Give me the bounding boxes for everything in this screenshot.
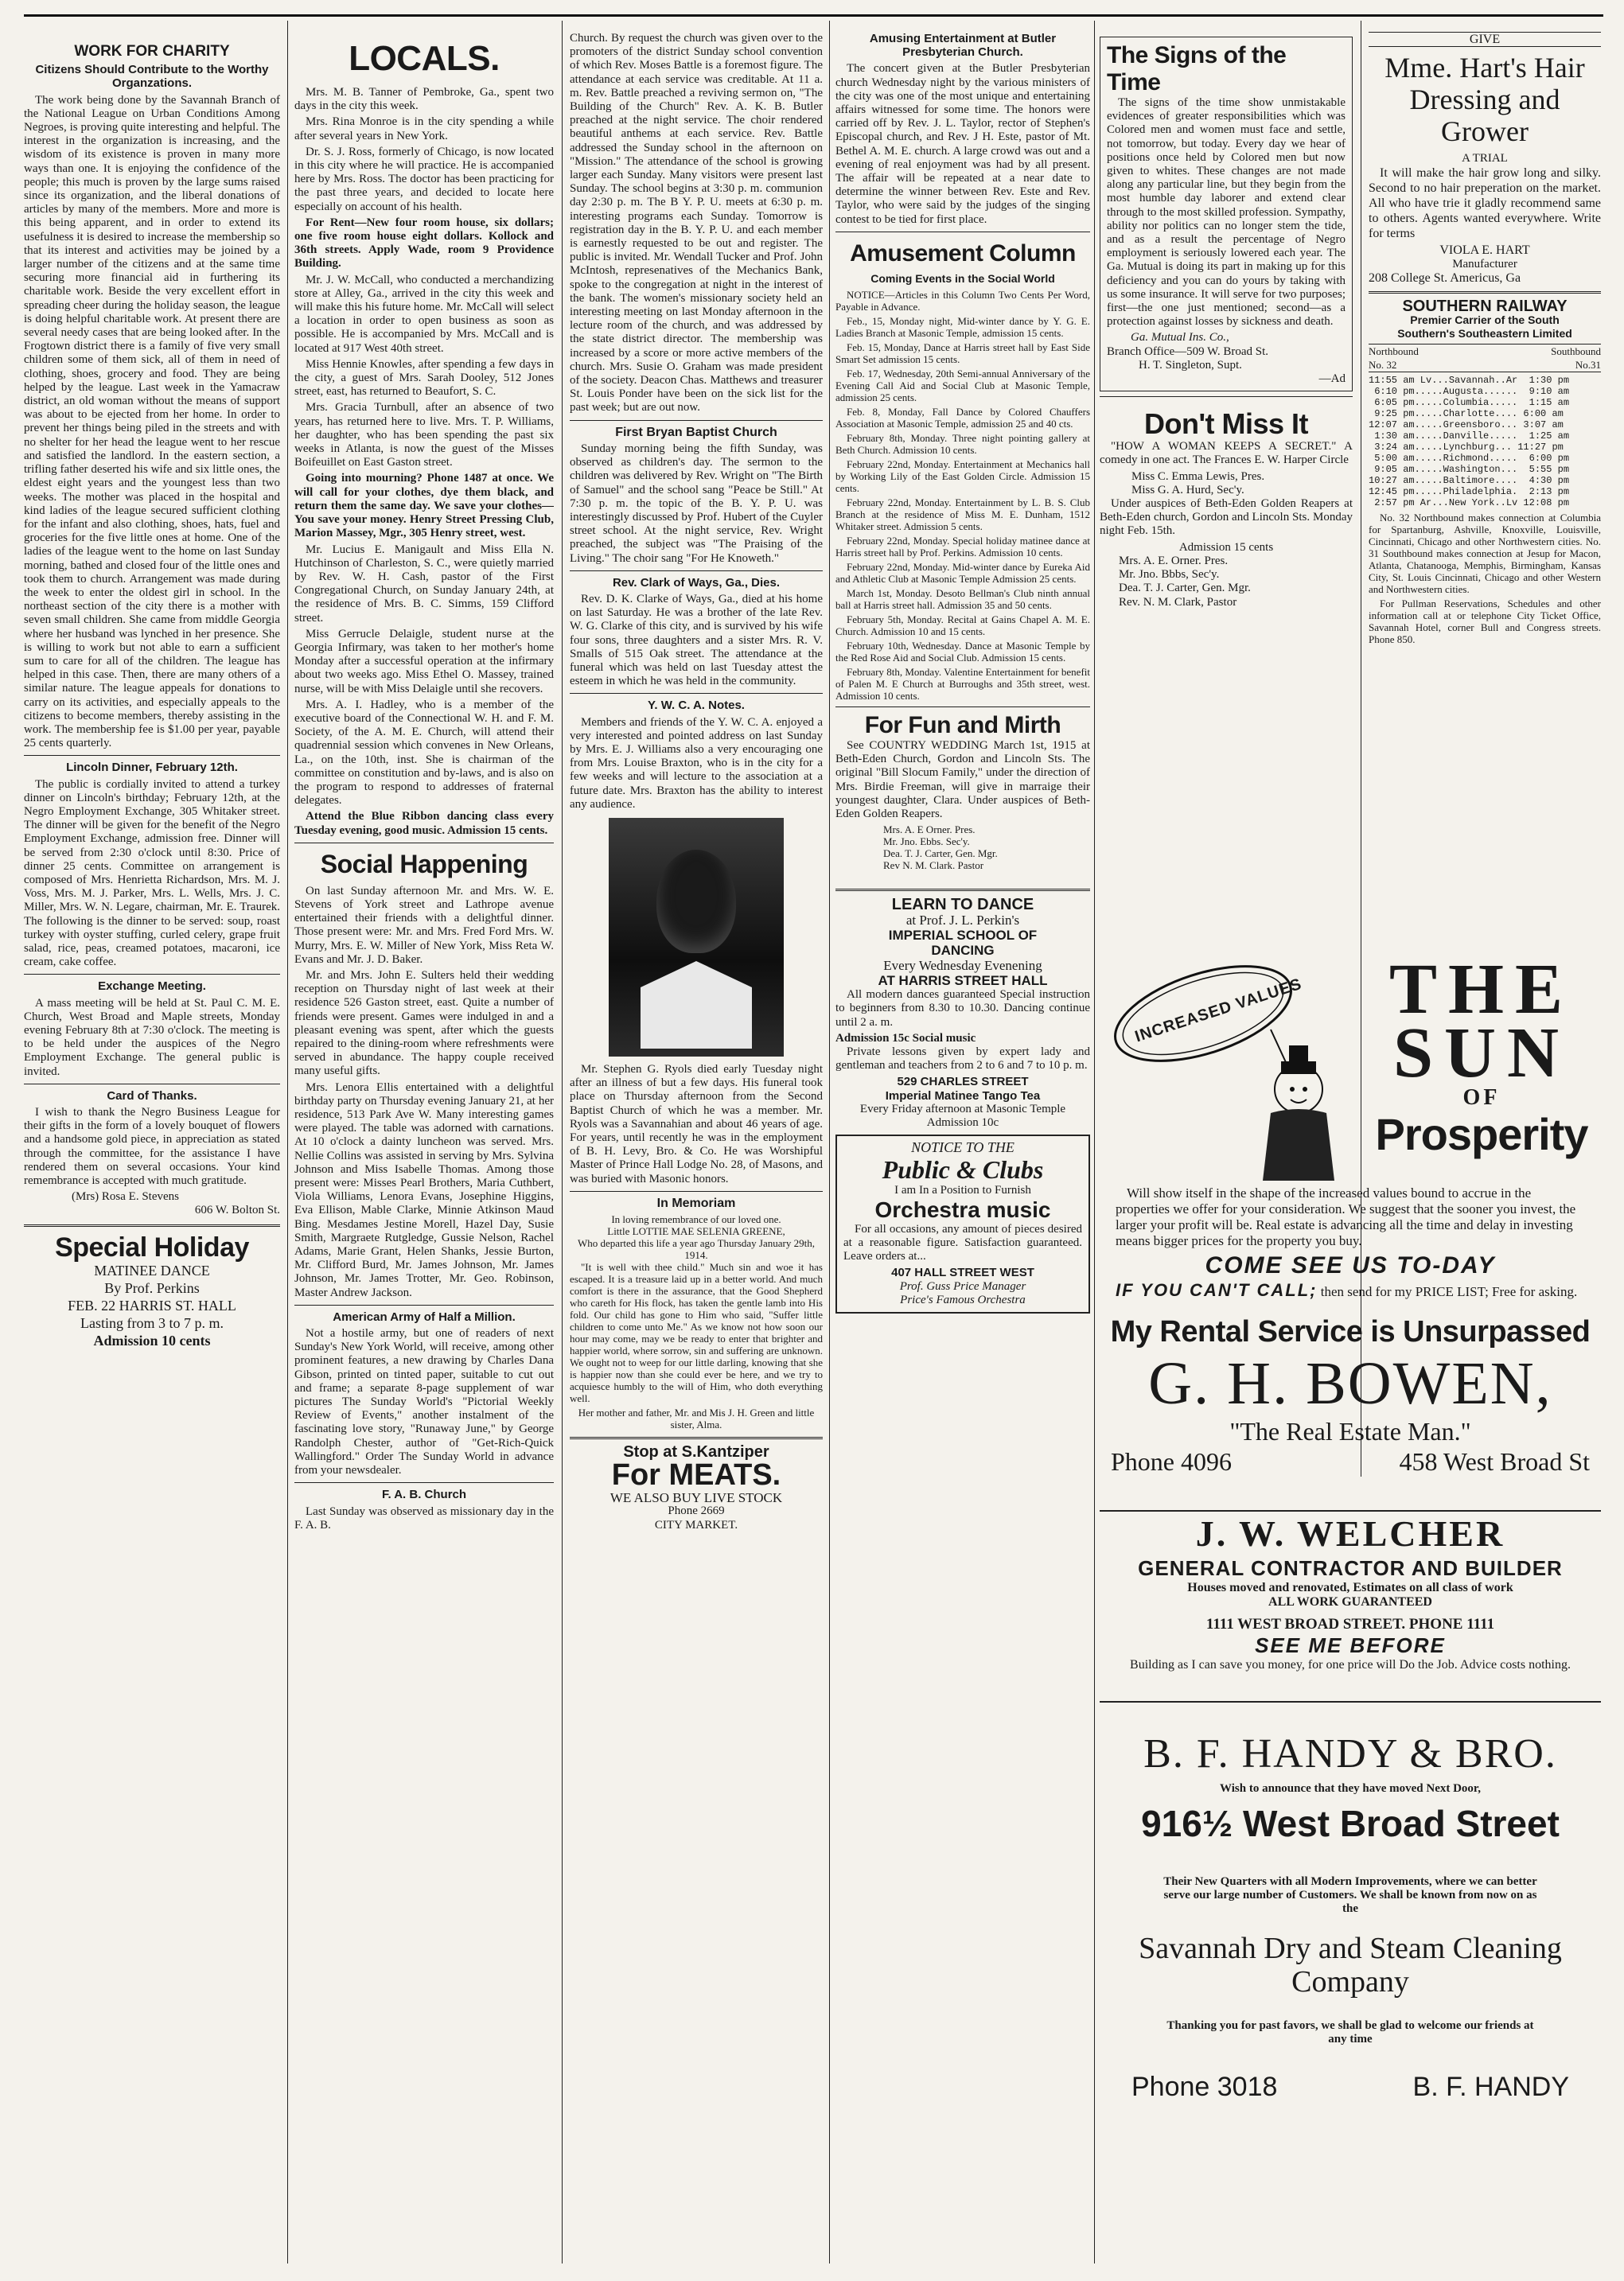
thanks-signature: (Mrs) Rosa E. Stevens [72, 1190, 179, 1204]
divider [835, 706, 1090, 707]
amusement-item: February 10th, Wednesday. Dance at Masonic Temple by the Red Rose Aid and Social Club. Admission 15 cents. [835, 640, 1090, 664]
column-5 [1100, 32, 1353, 939]
memoriam-body: "It is well with thee child." Much sin and woe it has escaped. It is a treasure laid up in a better world. And much comfort is there in the assurance, that the Good Shepherd who careth for His flock, has taken the gentle lamb into His fold. Our child has gone to Him who said, "Suffer little children to come unto Me." As we know not how soon our hour may come, may we be ready to enter that brighter and happier world, where sorrow, sin and suffering are unknown. We ought not to weep for our little darling, knowing that she is happier now than she could ever be here, and we try to acquiesce humbly to the will of Him, who doth everything well. [570, 1261, 823, 1404]
hart-manufacturer: Manufacturer [1452, 257, 1517, 271]
amusement-item: February 5th, Monday. Recital at Gains Chapel A. M. E. Church. Admission 10 and 15 cents. [835, 613, 1090, 638]
social-item: Mrs. Lenora Ellis entertained with a delightful birthday party on Thursday evening January 21, at her residence, 513 Park Ave W. Many interesting games were played. The table was adorned with carnations. At 10 o'clock a dainty luncheon was served. Mrs. Nellie Collins was assisted in serving by Mrs. Sylvina Johnson and Miss Isabelle Thomas. Among those present were: Misses Pearl Brothers, Maria Cuthbert, Viola Williams, Lenora Evans, Josephine Higgins, Eva Ellison, Mable Clarke, Minnie Atkinson Maud Bing. Mesdames Jestine Morell, Hazel Day, Susie Smith, Margraete Rutgledge, Gussie Nelson, Rachel Adams, Marie Grant, Helen Shanks, Jessie Burton, Mr. Clifford Burd, Mr. James Johnson, Mr. James Johnson, Mr. James Trotter, Mr. Geo. Robinson, Master Andrew Jackson. [294, 1080, 554, 1299]
locals-item: Going into mourning? Phone 1487 at once. We will call for your clothes, dye them black, and return them the same day. We save your clothes—You save your money. Henry Street Pressing Club, Marion Massey, Mgr., 305 Henry street, west. [294, 472, 554, 540]
card-of-thanks-title: Card of Thanks. [107, 1088, 197, 1103]
kantziper-ad [570, 1443, 823, 1532]
divider [835, 889, 1090, 891]
welcher-ad [1100, 1510, 1601, 1695]
butler-title: Amusing Entertainment at Butler Presbyterian Church. [869, 32, 1057, 60]
sun-prosperity: Prosperity [1375, 1109, 1588, 1159]
divider [1369, 291, 1601, 294]
dance-line: AT HARRIS STREET HALL [878, 973, 1048, 989]
signs-supt: H. T. Singleton, Supt. [1139, 358, 1242, 372]
railway-schedule-row: 9:25 pm.....Charlotte.... 6:00 am [1369, 408, 1564, 420]
amusement-item: February 8th, Monday. Valentine Entertainment for benefit of Palen M. E Church at Burroughs and 35th street, west. Admission 10 cents. [835, 666, 1090, 703]
bowen-address: 458 West Broad St [1399, 1447, 1590, 1476]
fun-mirth-title: For Fun and Mirth [864, 712, 1061, 739]
sun-of: OF [1462, 1085, 1501, 1110]
work-charity-subtitle: Citizens Should Contribute to the Worthy Organzations. [35, 63, 269, 91]
railway-northbound: Northbound No. 32 [1369, 344, 1419, 371]
clubs-title: Public & Clubs [882, 1154, 1044, 1184]
lincoln-dinner-title: Lincoln Dinner, February 12th. [66, 761, 238, 775]
divider [24, 974, 280, 975]
signs-ad-mark: —Ad [1318, 372, 1346, 386]
locals-item: Miss Gerrucle Delaigle, student nurse at the Georgia Infirmary, was taken to her mother's home Monday after a successful operation at the infirmary about two weeks ago. Miss Ethel O. Massey, trained nurse, will be with Miss Delaigle until she recovers. [294, 627, 554, 695]
fun-mirth-signature: Mrs. A. E Orner. Pres. [883, 823, 976, 836]
hart-title: Mme. Hart's Hair Dressing and Grower [1384, 52, 1585, 148]
army-title: American Army of Half a Million. [333, 1310, 516, 1324]
holiday-line: MATINEE DANCE [94, 1262, 210, 1279]
bowen-tagline: "The Real Estate Man." [1229, 1417, 1471, 1446]
ywca-title: Y. W. C. A. Notes. [648, 699, 745, 713]
dance-tango: Imperial Matinee Tango Tea [885, 1088, 1041, 1103]
dance-body2: Private lessons given by expert lady and gentleman and teachers from 2 to 6 and 7 to 10 p. m. [835, 1045, 1090, 1072]
railway-schedule-row: 1:30 am.....Danville..... 1:25 am [1369, 430, 1570, 442]
dont-miss-line: Miss C. Emma Lewis, Pres. [1131, 469, 1265, 483]
hart-trial: A TRIAL [1462, 152, 1508, 165]
social-item: On last Sunday afternoon Mr. and Mrs. W. E. Stevens of York street and Lathrope avenue entertained their friends with a delightful dinner. Those present were: Mr. and Mrs. Fred Ford Mrs. W. Murry, Mrs. E. W. Miller of New York, Miss Reta W. Evans and Mr. J. D. Baker. [294, 884, 554, 966]
social-happening-title: Social Happening [320, 849, 528, 878]
locals-item: Mrs. Gracia Turnbull, after an absence of two years, has returned here to live. Mrs. T. P. Williams, her daughter, who has been spending the past six weeks in Atlanta, is now the guest of the Misses Boifeuillet on East Gaston street. [294, 401, 554, 469]
hart-give: GIVE [1369, 32, 1601, 47]
portrait-collar [641, 961, 752, 1049]
clubs-orchestra-name: Price's Famous Orchestra [900, 1293, 1026, 1306]
work-charity-body: The work being done by the Savannah Branch of the National League on Urban Conditions Among Negroes, is proving quite interesting and helpful. The interest in the organization is increasing, and the wisdom of its existence is proven in many more ways than one. It is enjoying the confidence of the people; this much is proven by the large sums raised since its organization, and the liberal donations of articles by many of the members. More and more is this being apparent, and in order to extend its usefulness it is desired to increase the membership so that its interest and activities may be joined by a larger number of the citizens and at the same time securing more financial aid in furthering its charitable work. Beside the very excellent effort in spreading cheer during the holiday season, the league is doing helpful charitable work. At present there are several needy cases that are being looked after. In the Frogtown district there is a family of five very small children some of them sick, all of them in need of clothing, shoes, grocery and food. They are being helped by the league. Last week in the Yamacraw district, an old woman without the means of support was about to be ejected from her home. In order to prevent her things being piled in the streets and with no shelter for her head the league went to her rescue and satisfied the landlord. In the eastern section, a trifling father deserted his wife and six little ones, the eldest eight years and the youngest less than two weeks. The mother was placed in the hospital and kind ladies of the league secured sufficient clothing for the infant and also clothing, shoes, hats, fuel and groceries for the five little ones at home. One of the ladies of the league went to the home on last Sunday morning, bathed and closed four of the little ones and took them to church. Arrangement was made during the week to enter the oldest girl in school. In the northeast section of the city there is a mother with seven small children. She came from middle Georgia where her husband was lynched in her presence. She is willing to work but not able to earn a sufficient sum to care for all of the children. The league has helped in this case. Then, there are many others of a similar nature. The league appeals for donations to carry on its activities, and especially appeals to the citizens to become members, thereby assisting in the work. The membership fee is $1.00 per year, payable 25 cents quarterly. [24, 93, 280, 750]
dance-admission: Admission 15c Social music [835, 1031, 976, 1045]
sun-prosperity-ad [1100, 937, 1601, 1494]
clubs-notice: NOTICE TO THE [911, 1139, 1015, 1156]
fab-church-body: Last Sunday was observed as missionary day in the F. A. B. [294, 1504, 554, 1532]
amusement-item: Feb. 15, Monday, Dance at Harris street hall by East Side Smart Set admission 15 cents. [835, 341, 1090, 366]
kantziper-line: WE ALSO BUY LIVE STOCK [609, 1490, 783, 1506]
hart-name: VIOLA E. HART [1439, 243, 1530, 258]
amusement-notice: NOTICE—Articles in this Column Two Cents Per Word, Payable in Advance. [835, 289, 1090, 313]
dance-address: 529 CHARLES STREET [897, 1075, 1029, 1089]
bowen-name: G. H. BOWEN, [1148, 1350, 1552, 1417]
fun-mirth-signature: Dea. T. J. Carter, Gen. Mgr. [883, 847, 998, 860]
amusement-item: Feb., 15, Monday night, Mid-winter dance by Y. G. E. Ladies Branch at Masonic Temple, admission 15 cents. [835, 315, 1090, 340]
dance-tango2: Every Friday afternoon at Masonic Temple Admission 10c [859, 1102, 1066, 1130]
sun-sun: SUN [1392, 1014, 1571, 1092]
railway-schedule-row: 9:05 am.....Washington... 5:55 pm [1369, 464, 1570, 476]
divider [570, 570, 823, 571]
column-2 [294, 32, 554, 2262]
portrait-photo [609, 818, 784, 1057]
amusement-item: Feb. 17, Wednesday, 20th Semi-annual Anniversary of the Evening Call Aid and Social Club at Masonic Temple, admission 25 cents. [835, 368, 1090, 404]
dont-miss-signature: Dea. T. J. Carter, Gen. Mgr. [1119, 582, 1251, 595]
butler-body: The concert given at the Butler Presbyterian church Wednesday night by the various ministers of the city was one of the most unique and entertaining affairs witnessed for some time. The honors were carried off by Rev. J. L. Taylor, rector of Stephen's Episcopal church, and Rev. J H. Este, pastor of Mt. Bethel A. M. E. church. A large crowd was out and a evening of real enjoyment was had by all present. The affair will be repeated at a near date to determine the winner between Rev. Este and Rev. Taylor, who were said by the judges of the singing contest to be tied for first place. [835, 62, 1090, 226]
handy-phone: Phone 3018 [1131, 2072, 1278, 2102]
railway-body: No. 32 Northbound makes connection at Columbia for Spartanburg, Ashville, Knoxville, Louisville, Cincinnati, Chicago and other Northwestern cities. No. 31 Southbound makes connection at Jesup for Macon, Atlanta, Chatanooga, Memphis, Birmingham, Kansas City, St. Louis Cincinnati, Chicago and other Western and Northwestern cities. [1369, 512, 1601, 596]
welcher-name: J. W. WELCHER [1195, 1513, 1505, 1554]
sun-body: Will show itself in the shape of the increased values bound to accrue in the properties we offer for your consideration. We suggest that the sooner you invest, the larger your profit will be. Real estate is advancing all the time and delay in investing means bigger prices for the property you buy. [1116, 1185, 1576, 1248]
memoriam-name: Little LOTTIE MAE SELENIA GREENE, [607, 1225, 785, 1237]
railway-schedule-row: 12:45 pm.....Philadelphia. 2:13 pm [1369, 486, 1570, 498]
dont-miss-signature: Mr. Jno. Bbbs, Sec'y. [1119, 568, 1220, 582]
handy-body: Their New Quarters with all Modern Improvements, where we can better serve our large number of Customers. We shall be known from now on as the [1163, 1875, 1537, 1915]
handy-name: B. F. HANDY & BRO. [1143, 1731, 1557, 1777]
locals-item: Dr. S. J. Ross, formerly of Chicago, is now located in this city where he will practice. He is accompanied here by Mrs. Ross. The doctor has been practicing for the past three years, and decided to locate here especially on account of his health. [294, 145, 554, 213]
column-6 [1369, 32, 1601, 939]
handy-ad [1100, 1701, 1601, 2267]
welcher-line2: ALL WORK GUARANTEED [1268, 1595, 1432, 1609]
welcher-line1: Houses moved and renovated, Estimates on all class of work [1187, 1581, 1513, 1594]
railway-schedule-row: 12:07 am.....Greensboro... 3:07 am [1369, 419, 1564, 431]
top-rule [24, 14, 1603, 17]
signs-branch: Branch Office—509 W. Broad St. [1107, 344, 1269, 358]
fun-mirth-signature: Rev N. M. Clark. Pastor [883, 859, 984, 872]
divider [570, 1437, 823, 1439]
amusement-item: March 1st, Monday. Desoto Bellman's Club ninth annual ball at Harris street hall. Admission 35 and 50 cents. [835, 587, 1090, 612]
railway-subtitle2: Southern's Southeastern Limited [1397, 327, 1572, 341]
bowen-phone: Phone 4096 [1111, 1447, 1232, 1476]
holiday-line: By Prof. Perkins [104, 1279, 200, 1296]
dance-body: All modern dances guaranteed Special instruction to beginners from 8.30 to 10.30. Dancing continue until 2 a. m. [835, 988, 1090, 1029]
railway-schedule-row: 6:05 pm.....Columbia..... 1:15 am [1369, 397, 1570, 409]
balloon-label: INCREASED VALUES [1132, 975, 1304, 1046]
dont-miss-body: "HOW A WOMAN KEEPS A SECRET." A comedy in one act. The Frances E. W. Harper Circle [1100, 440, 1353, 467]
clubs-position: I am In a Position to Furnish [894, 1183, 1031, 1197]
exchange-meeting-title: Exchange Meeting. [98, 979, 206, 994]
railway-schedule-row: 11:55 am Lv...Savannah..Ar 1:30 pm [1369, 375, 1570, 387]
divider [1100, 396, 1353, 397]
portrait-face [656, 850, 736, 953]
holiday-line: Lasting from 3 to 7 p. m. [80, 1314, 224, 1331]
amusement-subtitle: Coming Events in the Social World [870, 271, 1055, 285]
thanks-address: 606 W. Bolton St. [194, 1204, 280, 1217]
fun-mirth-signature: Mr. Jno. Ebbs. Sec'y. [883, 835, 970, 848]
cartoon-illustration [1100, 942, 1601, 1181]
locals-item: Mrs. A. I. Hadley, who is a member of the executive board of the Connectional W. H. and F. M. Society, of the A. M. E. Church, will attend their quadrennial session which convenes in New Orleans, La., on the 10th, inst. She is chairman of the committee on constitution and by-laws, and is also on the program to respond to addresses of fraternal delegates. [294, 698, 554, 808]
church-body: Church. By request the church was given over to the promoters of the district Sunday school convention of which Rev. Moses Battle is a foremost figure. The attendance at each service was creditable. At 11 a. m. Rev. Battle preached a reviving sermon on, "The Building of the Church" Rev. A. K. B. Butler preached at the night service. The choir rendered beautiful anthems at each service. Rev. Battle addressed the Sunday school in the afternoon on "Mission." The attendance of the school is growing larger each Sunday. Many visitors were present last Sunday. The school begins at 3:30 p. m. communion day 2:30 p. m. The B Y. P. U. meets at 6:30 p. m. interesting programs each Sunday. Tomorrow is registration day in the B. Y. P. U. and each member is earnestly requested to be out and register. The public is invited. Mr. Wendall Tucker and Prof. John McIntosh, represenatives of the Mechanics Bank, spoke to the congregation at night in the interest of the bank. The women's missionary society held an interesting meeting on last Monday afternoon in the lecture room of the church, and was addressed by the state district director. The membership was increased by a score or more active members of the church. Mrs. Susie O. Graham was made president of the society. Deacon Chas. Matthews and treasurer St. Louis Ponder have been on the sick list for the past week; but are out now. [570, 32, 823, 415]
column-rule [829, 21, 830, 2263]
locals-item: Attend the Blue Ribbon dancing class every Tuesday evening, good music. Admission 15 cents. [294, 810, 554, 837]
dance-line: IMPERIAL SCHOOL OF [888, 928, 1038, 944]
holiday-line: Admission 10 cents [93, 1332, 211, 1349]
ryols-body: Mr. Stephen G. Ryols died early Tuesday night after an illness of but a few days. His funeral took place on Thursday afternoon from the Second Baptist Church of which he was a member. Mr. Ryols was a Savannahian and about 46 years of age. For years, until recently he was in the employment of B. H. Levy, Bro. & Co. He was Worshipful Master of Prince Hall Lodge No. 28, of Masons, and was buried with Masonic honors. [570, 1062, 823, 1185]
clubs-orchestra: Orchestra music [874, 1197, 1051, 1222]
amusement-item: Feb. 8, Monday, Fall Dance by Colored Chauffers Association at Masonic Temple, admission 25 and 40 cts. [835, 406, 1090, 430]
signs-signature: Ga. Mutual Ins. Co., [1131, 331, 1229, 344]
dont-miss-signature: Rev. N. M. Clark, Pastor [1119, 595, 1237, 609]
welcher-address: 1111 WEST BROAD STREET. PHONE 1111 [1205, 1616, 1495, 1633]
welcher-sub: GENERAL CONTRACTOR AND BUILDER [1138, 1556, 1563, 1580]
memoriam-subtitle: In loving remembrance of our loved one. [611, 1213, 781, 1225]
railway-schedule-row: 6:10 pm.....Augusta...... 9:10 am [1369, 386, 1570, 398]
column-3 [570, 32, 823, 2262]
sun-come: COME SEE US TO-DAY [1205, 1252, 1496, 1279]
column-rule [562, 21, 563, 2263]
handy-signature: B. F. HANDY [1412, 2072, 1569, 2102]
railway-southbound: Southbound No.31 [1551, 344, 1601, 371]
divider [294, 1305, 554, 1306]
exchange-meeting-body: A mass meeting will be held at St. Paul C. M. E. Church, West Broad and Maple streets, Monday evening February 8th at 7:30 o'clock. The meeting is to be held under the auspices of the Negro Employment Exchange. The general public is invited. [24, 996, 280, 1078]
clubs-address: 407 HALL STREET WEST [891, 1266, 1034, 1280]
amusement-item: February 8th, Monday. Three night pointing gallery at Beth Church. Admission 10 cents. [835, 432, 1090, 457]
handy-thanks: Thanking you for past favors, we shall be glad to welcome our friends at any time [1166, 2019, 1534, 2046]
memoriam-title: In Memoriam [656, 1196, 736, 1210]
amusement-item: February 22nd, Monday. Entertainment by L. B. S. Club Branch at the residence of Miss M. E. Dunham, 1512 Whitaker street. Admission 5 cents. [835, 496, 1090, 533]
handy-address: 916½ West Broad Street [1141, 1803, 1560, 1844]
locals-item: Mr. J. W. McCall, who conducted a merchandizing store at Alley, Ga., arrived in the city this week and will make this his future home. Mr. McCall will select a location in order to open business as soon as possible. He is accompanied by Mrs. McCall and is located at 917 West 40th street. [294, 273, 554, 355]
amusement-title: Amusement Column [850, 239, 1076, 267]
locals-item: For Rent—New four room house, six dollars; one five room house eight dollars. Kollock and 36th streets. Apply Wade, room 9 Providence Building. [294, 216, 554, 271]
locals-item: Mr. Lucius E. Manigault and Miss Ella N. Hutchinson of Charleston, S. C., were quietly married by Rev. W. H. Cash, pastor of the First Congregational Church, on Sunday January 24th, at the residence of Mrs. B. C. Simms, 159 Clifford street. [294, 543, 554, 625]
amusement-item: February 22nd, Monday. Special holiday matinee dance at Harris street hall by Prof. Perkins. Admission 10 cents. [835, 535, 1090, 559]
kantziper-meats: For MEATS. [611, 1458, 781, 1493]
special-holiday-title: Special Holiday [55, 1232, 249, 1263]
fab-church-title: F. A. B. Church [381, 1488, 467, 1502]
locals-item: Miss Hennie Knowles, after spending a few days in the city, a guest of Mrs. Sarah Dooley, 512 Jones street, east, has returned to Beaufort, S. C. [294, 357, 554, 399]
signs-body: The signs of the time show unmistakable evidences of greater responsibilities which was Colored men and women must face and settle, not tomorrow, but today. Every day we hear of positions once held by Colored men but now given to whites. These changes are not made along any particular line, but they begin from the most humble day laborer and extend clear through to the most skilled profession. Sympathy, ability nor politics can no longer stem the tide, and as a result the percentage of Negro employment is seriously lowered each year. The Ga. Mutual is doing its part in making up for this deficiency and you can do yours by taking with us some insurance. It will serve for two purposes; first—the one just mentioned; second—as a protection against losses by sickness and death. [1107, 96, 1346, 329]
memoriam-signature: Her mother and father, Mr. and Mis J. H. Green and little sister, Alma. [578, 1407, 815, 1430]
amusement-item: February 22nd, Monday. Entertainment at Mechanics hall by Working Lily of the East Golden Circle. Admission 15 cents. [835, 458, 1090, 495]
hart-body: It will make the hair grow long and silky. Second to no hair preperation on the market. All who have trie it gladly recommend same to others. Agents wanted everywhere. Write for terms [1369, 166, 1601, 241]
divider [570, 420, 823, 421]
locals-item: Mrs. M. B. Tanner of Pembroke, Ga., spent two days in the city this week. [294, 86, 554, 113]
newspaper-page [24, 14, 1603, 2270]
column-1 [24, 32, 280, 2262]
divider [24, 755, 280, 756]
social-item: Mr. and Mrs. John E. Sulters held their wedding reception on Thursday night of last week at their residence 526 Gaston street, east. Quite a number of friends were present. Games were indulged in and a pleasant evening was spent, after which the guests repaired to the dining-room where refreshments were served in abundance. The happy couple received many useful gifts. [294, 968, 554, 1078]
army-body: Not a hostile army, but one of readers of next Sunday's New York World, will receive, among other prominent features, a new drawing by Charles Dana Gibson, printed on tinted paper, suitable to cut out and frame; a separate 8-page supplement of war pictures The Sunday World's "Pictorial Weekly Review of Events," another instalment of the fascinating love story, "Runaway June," by George Randolph Chester, author of "Get-Rich-Quick Wallingford." Order The Sunday World in advance from your newsdealer. [294, 1327, 554, 1477]
dance-line: DANCING [931, 943, 995, 959]
welcher-see: SEE ME BEFORE [1255, 1633, 1446, 1657]
railway-schedule-row: 3:24 am.....Lynchburg... 11:27 pm [1369, 442, 1564, 453]
amusement-item: February 22nd, Monday. Mid-winter dance by Eureka Aid and Athletic Club at Masonic Temple Admission 25 cents. [835, 561, 1090, 586]
bryan-body: Sunday morning being the fifth Sunday, was observed as children's day. The sermon to the children was delivered by Rev. Wright on "The Birth of Samuel" and the school sang "Peace be Still." At 7:30 p. m. the topic of the B. Y. P. U. was interestingly discussed by Prof. Hubert of the Cuyler street school. At the night service, Rev. Wright preached, the subject was "The Praising of the Living." The choir sang "For He Knoweth." [570, 442, 823, 565]
locals-title: LOCALS. [349, 39, 500, 78]
railway-schedule-row: 5:00 am.....Richmond..... 6:00 pm [1369, 453, 1570, 465]
welcher-body: Building as I can save you money, for one price will Do the Job. Advice costs nothing. [1130, 1658, 1571, 1672]
railway-title: SOUTHERN RAILWAY [1402, 298, 1568, 316]
column-4 [835, 32, 1090, 2262]
clark-body: Rev. D. K. Clarke of Ways, Ga., died at his home on last Saturday. He was a brother of the late Rev. W. G. Clarke of this city, and is survived by his wife four sons, three daughters and a sister Mrs. R. V. Smalls of 515 Oak street. The attendance at the funeral which was held on last Tuesday attest the esteem in which he was held in the community. [570, 592, 823, 688]
sun-call-rest: then send for my PRICE LIST; Free for asking. [1320, 1284, 1578, 1299]
holiday-line: FEB. 22 HARRIS ST. HALL [68, 1297, 236, 1314]
railway-schedule-row: 2:57 pm Ar...New York..Lv 12:08 pm [1369, 497, 1570, 509]
sun-rental: My Rental Service is Unsurpassed [1110, 1315, 1591, 1349]
railway-subtitle: Premier Carrier of the South [1410, 313, 1560, 327]
kantziper-phone: Phone 2669 [668, 1504, 725, 1518]
orchestra-ad [835, 1135, 1090, 1314]
memoriam-date: Who departed this life a year ago Thursday January 29th, 1914. [578, 1237, 815, 1261]
bryan-title: First Bryan Baptist Church [615, 425, 777, 439]
railway-body2: For Pullman Reservations, Schedules and other information call at or telephone City Ticket Office, Savannah Hotel, corner Bull and Congress streets. Phone 850. [1369, 597, 1601, 646]
railway-schedule-row: 10:27 am.....Baltimore.... 4:30 pm [1369, 475, 1570, 487]
card-of-thanks-body: I wish to thank the Negro Business League for their gifts in the form of a lovely bouquet of flowers and a handsome gold piece, in appreciation as stated through the committee, for the assistance I have rendered them on several occasions. Your kind remembrance is accepted with much gratitude. [24, 1106, 280, 1188]
lincoln-dinner-body: The public is cordially invited to attend a turkey dinner on Lincoln's birthday; February 12th, at the Negro Employment Exchange, 305 Whitaker street. The dinner will be given for the benefit of the Negro Employment Exchange, admission free. Dinner will be served from 2:30 o'clock until 8:30. Price of dinner 25 cents. Committee on arrangement is composed of Mrs. Henrietta Richardson, Mrs. M. J. Voss, Mrs. M. J. Parker, Mrs. L. Wells, Mrs. J. C. Miller, Mrs. W. N. Legare, chairman, Mr. E. Traurek. The following is the dinner to be served: soup, roast turkey with oyster stuffing, curled celery, grape fruit salad, rice, peas, creamed potatoes, macaroni, ice cream, cake coffee. [24, 777, 280, 969]
divider [570, 1191, 823, 1192]
sun-call: IF YOU CAN'T CALL; [1116, 1280, 1318, 1300]
dance-school-ad [835, 897, 1090, 988]
clubs-manager: Prof. Guss Price Manager [899, 1279, 1026, 1293]
handy-announce: Wish to announce that they have moved Next Door, [1220, 1782, 1481, 1795]
fun-mirth-body: See COUNTRY WEDDING March 1st, 1915 at Beth-Eden Church, Gordon and Lincoln Sts. The original "Bill Slocum Family," under the direction of Mrs. Birdie Freeman, will give in marraige their youngest daughter, Clara. Under auspices of Beth-Eden Golden Reapers. [835, 739, 1090, 821]
handy-company: Savannah Dry and Steam Cleaning Company [1139, 1932, 1562, 1999]
kantziper-line: Stop at S.Kantziper [623, 1443, 769, 1461]
railway-schedule [1369, 375, 1601, 508]
clubs-body: For all occasions, any amount of pieces desired at a reasonable figure. Satisfaction guaranteed. Leave orders at... [843, 1222, 1082, 1263]
dance-title: LEARN TO DANCE [891, 896, 1034, 914]
column-rule [287, 21, 288, 2263]
dont-miss-line: Miss G. A. Hurd, Sec'y. [1131, 483, 1244, 496]
kantziper-market: CITY MARKET. [654, 1518, 738, 1532]
cartoon-man-balloon-icon [1100, 942, 1362, 1181]
dont-miss-admission: Admission 15 cents [1178, 540, 1274, 554]
hart-address: 208 College St. Americus, Ga [1369, 271, 1521, 285]
clark-title: Rev. Clark of Ways, Ga., Dies. [612, 575, 781, 590]
locals-item: Mrs. Rina Monroe is in the city spending a while after several years in New York. [294, 115, 554, 142]
divider [24, 1224, 280, 1227]
divider [294, 1482, 554, 1483]
dont-miss-title: Don't Miss It [1143, 407, 1309, 441]
sun-the: THE [1388, 950, 1575, 1029]
signs-title: The Signs of the Time [1107, 42, 1287, 95]
dont-miss-signature: Mrs. A. E. Orner. Pres. [1119, 554, 1229, 567]
signs-of-time-box [1100, 37, 1353, 391]
dance-line: at Prof. J. L. Perkin's [905, 913, 1020, 928]
column-rule [1094, 21, 1095, 2263]
ywca-body: Members and friends of the Y. W. C. A. enjoyed a very interested and pointed address on last Sunday by Mrs. E. J. Williams also a very encouraging one from Mrs. Louise Braxton, who is in the city for a few weeks and will lecture to the association at a future date. Mrs. Braxton has the ability to interest any audience. [570, 715, 823, 811]
divider [570, 693, 823, 694]
dont-miss-body2: Under auspices of Beth-Eden Golden Reapers at Beth-Eden church, Gordon and Lincoln Sts. Monday night Feb. 15th. [1100, 497, 1353, 538]
work-charity-title: WORK FOR CHARITY [74, 43, 230, 60]
dance-line: Every Wednesday Evenening [883, 958, 1042, 974]
